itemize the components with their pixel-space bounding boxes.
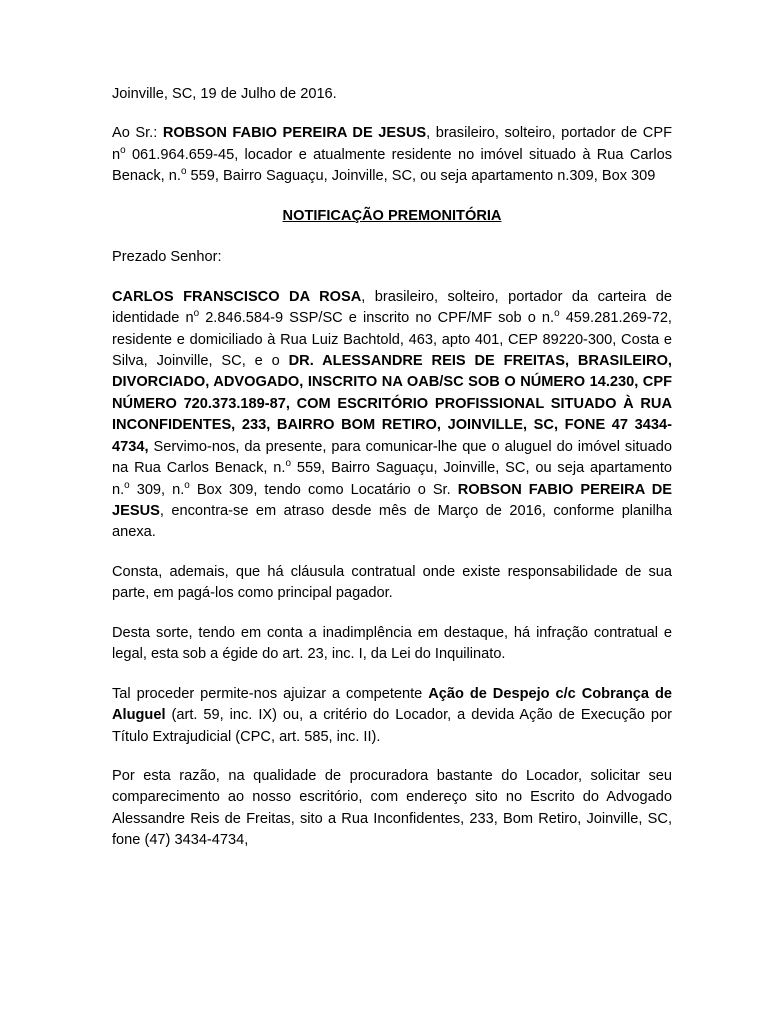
addressee-name: ROBSON FABIO PEREIRA DE JESUS <box>162 125 427 142</box>
date-line: Joinville, SC, 19 de Julho de 2016. <box>112 86 337 102</box>
action-text-2: (art. 59, inc. IX) ou, a critério do Locador, a devida Ação de Execução por Título Extrajudicial (CPC, art. 585, inc. II). <box>112 707 672 745</box>
creditor-name: CARLOS FRANSCISCO DA ROSA <box>112 288 362 305</box>
page-title: NOTIFICAÇÃO PREMONITÓRIA <box>282 207 502 224</box>
document-title-block <box>112 206 672 227</box>
addressee-paragraph <box>112 123 672 187</box>
action-bold: Ação de Despejo c/c Cobrança de Aluguel <box>112 685 672 724</box>
main-text-1: , brasileiro, solteiro, portador da carteira de identidade n <box>112 288 672 327</box>
main-sup-4: o <box>124 479 130 491</box>
addressee-text-1: , brasileiro, solteiro, portador de CPF n <box>112 125 672 163</box>
main-sup-3: o <box>285 458 291 470</box>
tenant-name: ROBSON FABIO PEREIRA DE JESUS <box>112 481 672 519</box>
paragraph-clause: Consta, ademais, que há cláusula contratual onde existe responsabilidade de sua parte, em pagá-los como principal pagador. <box>112 563 672 602</box>
main-sup-5: o <box>184 479 190 491</box>
lawyer-details: DR. ALESSANDRE REIS DE FREITAS, BRASILEIRO, DIVORCIADO, ADVOGADO, INSCRITO NA OAB/SC SOB O NÚMERO 14.230, CPF NÚMERO 720.373.189-87, COM ESCRITÓRIO PROFISSIONAL SITUADO À RUA INCONFIDENTES, 233, BAIRRO BOM RETIRO, JOINVILLE, SC, FONE 47 3434-4734, <box>112 352 672 455</box>
addressee-text-3: 559, Bairro Saguaçu, Joinville, SC, ou seja apartamento n.309, Box 309 <box>186 168 656 185</box>
action-text-1: Tal proceder permite-nos ajuizar a competente <box>112 685 429 702</box>
paragraph-final: Por esta razão, na qualidade de procuradora bastante do Locador, solicitar seu comparecimento ao nosso escritório, com endereço sito no Escrito do Advogado Alessandre Reis de Freitas, sito a Rua Inconfidentes, 233, Bom Retiro, Joinville, SC, fone (47) 3434-4734, <box>112 767 672 849</box>
addressee-text-2: 061.964.659-45, locador e atualmente residente no imóvel situado à Rua Carlos Benack, n. <box>112 146 672 185</box>
salutation: Prezado Senhor: <box>112 249 222 266</box>
main-text-5: 559, Bairro Saguaçu, Joinville, SC, ou seja apartamento n. <box>112 460 672 498</box>
main-text-7: Box 309, tendo como Locatário o Sr. <box>189 481 458 498</box>
document-body <box>112 84 672 852</box>
main-body-paragraph <box>112 287 672 544</box>
main-text-3: 459.281.269-72, residente e domiciliado à Rua Luiz Bachtold, 463, apto 401, CEP 89220-300, Costa e Silva, Joinville, SC, e o <box>112 310 672 369</box>
main-text-6: 309, n. <box>129 481 185 498</box>
addressee-sup-2: o <box>180 166 187 178</box>
paragraph-infraction: Desta sorte, tendo em conta a inadimplência em destaque, há infração contratual e legal, esta sob a égide do art. 23, inc. I, da Lei do Inquilinato. <box>112 624 672 663</box>
main-text-4: Servimo-nos, da presente, para comunicar-lhe que o aluguel do imóvel situado na Rua Carlos Benack, n. <box>112 438 672 477</box>
main-text-8: , encontra-se em atraso desde mês de Março de 2016, conforme planilha anexa. <box>112 503 672 541</box>
main-text-2: 2.846.584-9 SSP/SC e inscrito no CPF/MF sob o n. <box>199 310 555 327</box>
addressee-prefix: Ao Sr.: <box>112 125 163 142</box>
addressee-sup-1: o <box>120 145 126 157</box>
main-sup-1: o <box>193 308 200 320</box>
main-sup-2: o <box>554 308 560 320</box>
paragraph-action <box>112 684 672 748</box>
